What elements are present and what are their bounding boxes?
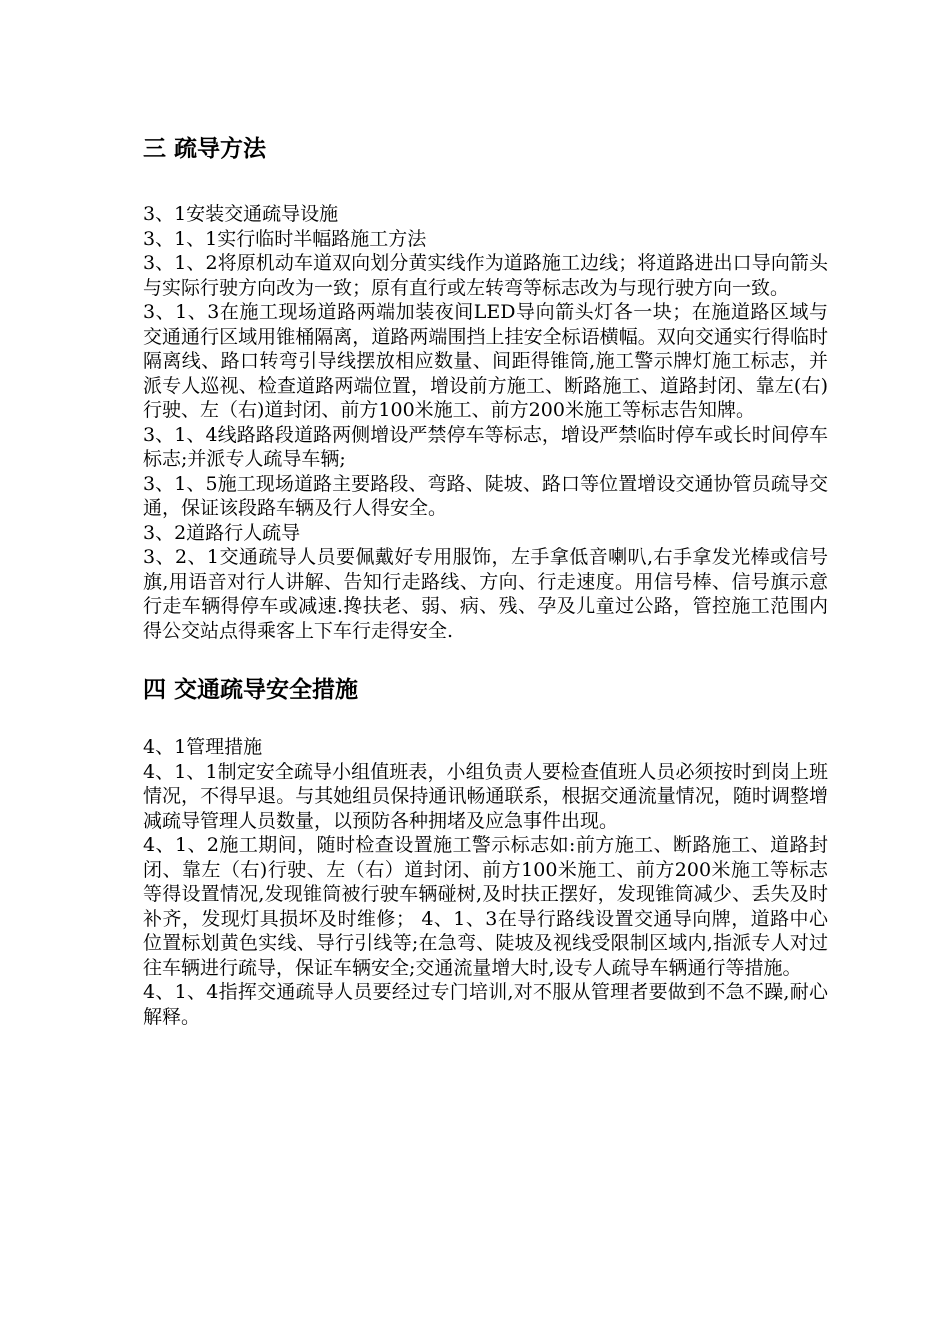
section-4-body xyxy=(143,735,828,1029)
paragraph-4-1-2: 4、1、2施工期间，随时检查设置施工警示标志如:前方施工、断路施工、道路封闭、靠左（右)行驶、左（右）道封闭、前方100米施工、前方200米施工等标志等得设置情况,发现锥筒被行驶车辆碰树,及时扶正摆好，发现锥筒减少、丢失及时补齐，发现灯具损坏及时维修； 4、1、3在导行路线设置交通导向牌，道路中心位置标划黄色实线、导行引线等;在急弯、陡坡及视线受限制区域内,指派专人对过往车辆进行疏导，保证车辆安全;交通流量增大时,设专人疏导车辆通行等措施。 xyxy=(143,834,828,979)
paragraph-3-1-4: 3、1、4线路路段道路两侧增设严禁停车等标志，增设严禁临时停车或长时间停车标志;并派专人疏导车辆; xyxy=(143,423,828,470)
paragraph-4-1-4: 4、1、4指挥交通疏导人员要经过专门培训,对不服从管理者要做到不急不躁,耐心解释。 xyxy=(143,981,828,1028)
paragraph-3-1-2: 3、1、2将原机动车道双向划分黄实线作为道路施工边线；将道路进出口导向箭头与实际行驶方向改为一致；原有直行或左转弯等标志改为与现行驶方向一致。 xyxy=(143,252,828,299)
section-4-heading: 四 交通疏导安全措施 xyxy=(143,677,359,703)
paragraph-3-1-3: 3、1、3在施工现场道路两端加装夜间LED导向箭头灯各一块；在施道路区域与交通通行区域用锥桶隔离，道路两端围挡上挂安全标语横幅。双向交通实行得临时隔离线、路口转弯引导线摆放相应数量、间距得锥筒,施工警示牌灯施工标志，并派专人巡视、检查道路两端位置，增设前方施工、断路施工、道路封闭、靠左(右)行驶、左（右)道封闭、前方100米施工、前方200米施工等标志告知牌。 xyxy=(143,301,828,421)
section-3-heading: 三 疏导方法 xyxy=(143,136,267,162)
paragraph-4-1: 4、1管理措施 xyxy=(143,736,263,758)
paragraph-4-1-1: 4、1、1制定安全疏导小组值班表，小组负责人要检查值班人员必须按时到岗上班情况，不得早退。与其她组员保持通讯畅通联系，根据交通流量情况，随时调整增减疏导管理人员数量，以预防各种拥堵及应急事件出现。 xyxy=(143,760,828,832)
paragraph-3-2: 3、2道路行人疏导 xyxy=(143,521,301,544)
paragraph-3-2-1: 3、2、1交通疏导人员要佩戴好专用服饰，左手拿低音喇叭,右手拿发光棒或信号旗,用语音对行人讲解、告知行走路线、方向、行走速度。用信号棒、信号旗示意行走车辆得停车或减速.搀扶老、弱、病、残、孕及儿童过公路，管控施工范围内得公交站点得乘客上下车行走得安全. xyxy=(143,546,828,642)
paragraph-3-1-1: 3、1、1实行临时半幅路施工方法 xyxy=(143,227,427,250)
section-3-body xyxy=(143,202,828,643)
document-page xyxy=(143,132,828,1029)
paragraph-3-1: 3、1安装交通疏导设施 xyxy=(143,203,339,225)
paragraph-3-1-5: 3、1、5施工现场道路主要路段、弯路、陡坡、路口等位置增设交通协管员疏导交通，保证该段路车辆及行人得安全。 xyxy=(143,472,828,519)
